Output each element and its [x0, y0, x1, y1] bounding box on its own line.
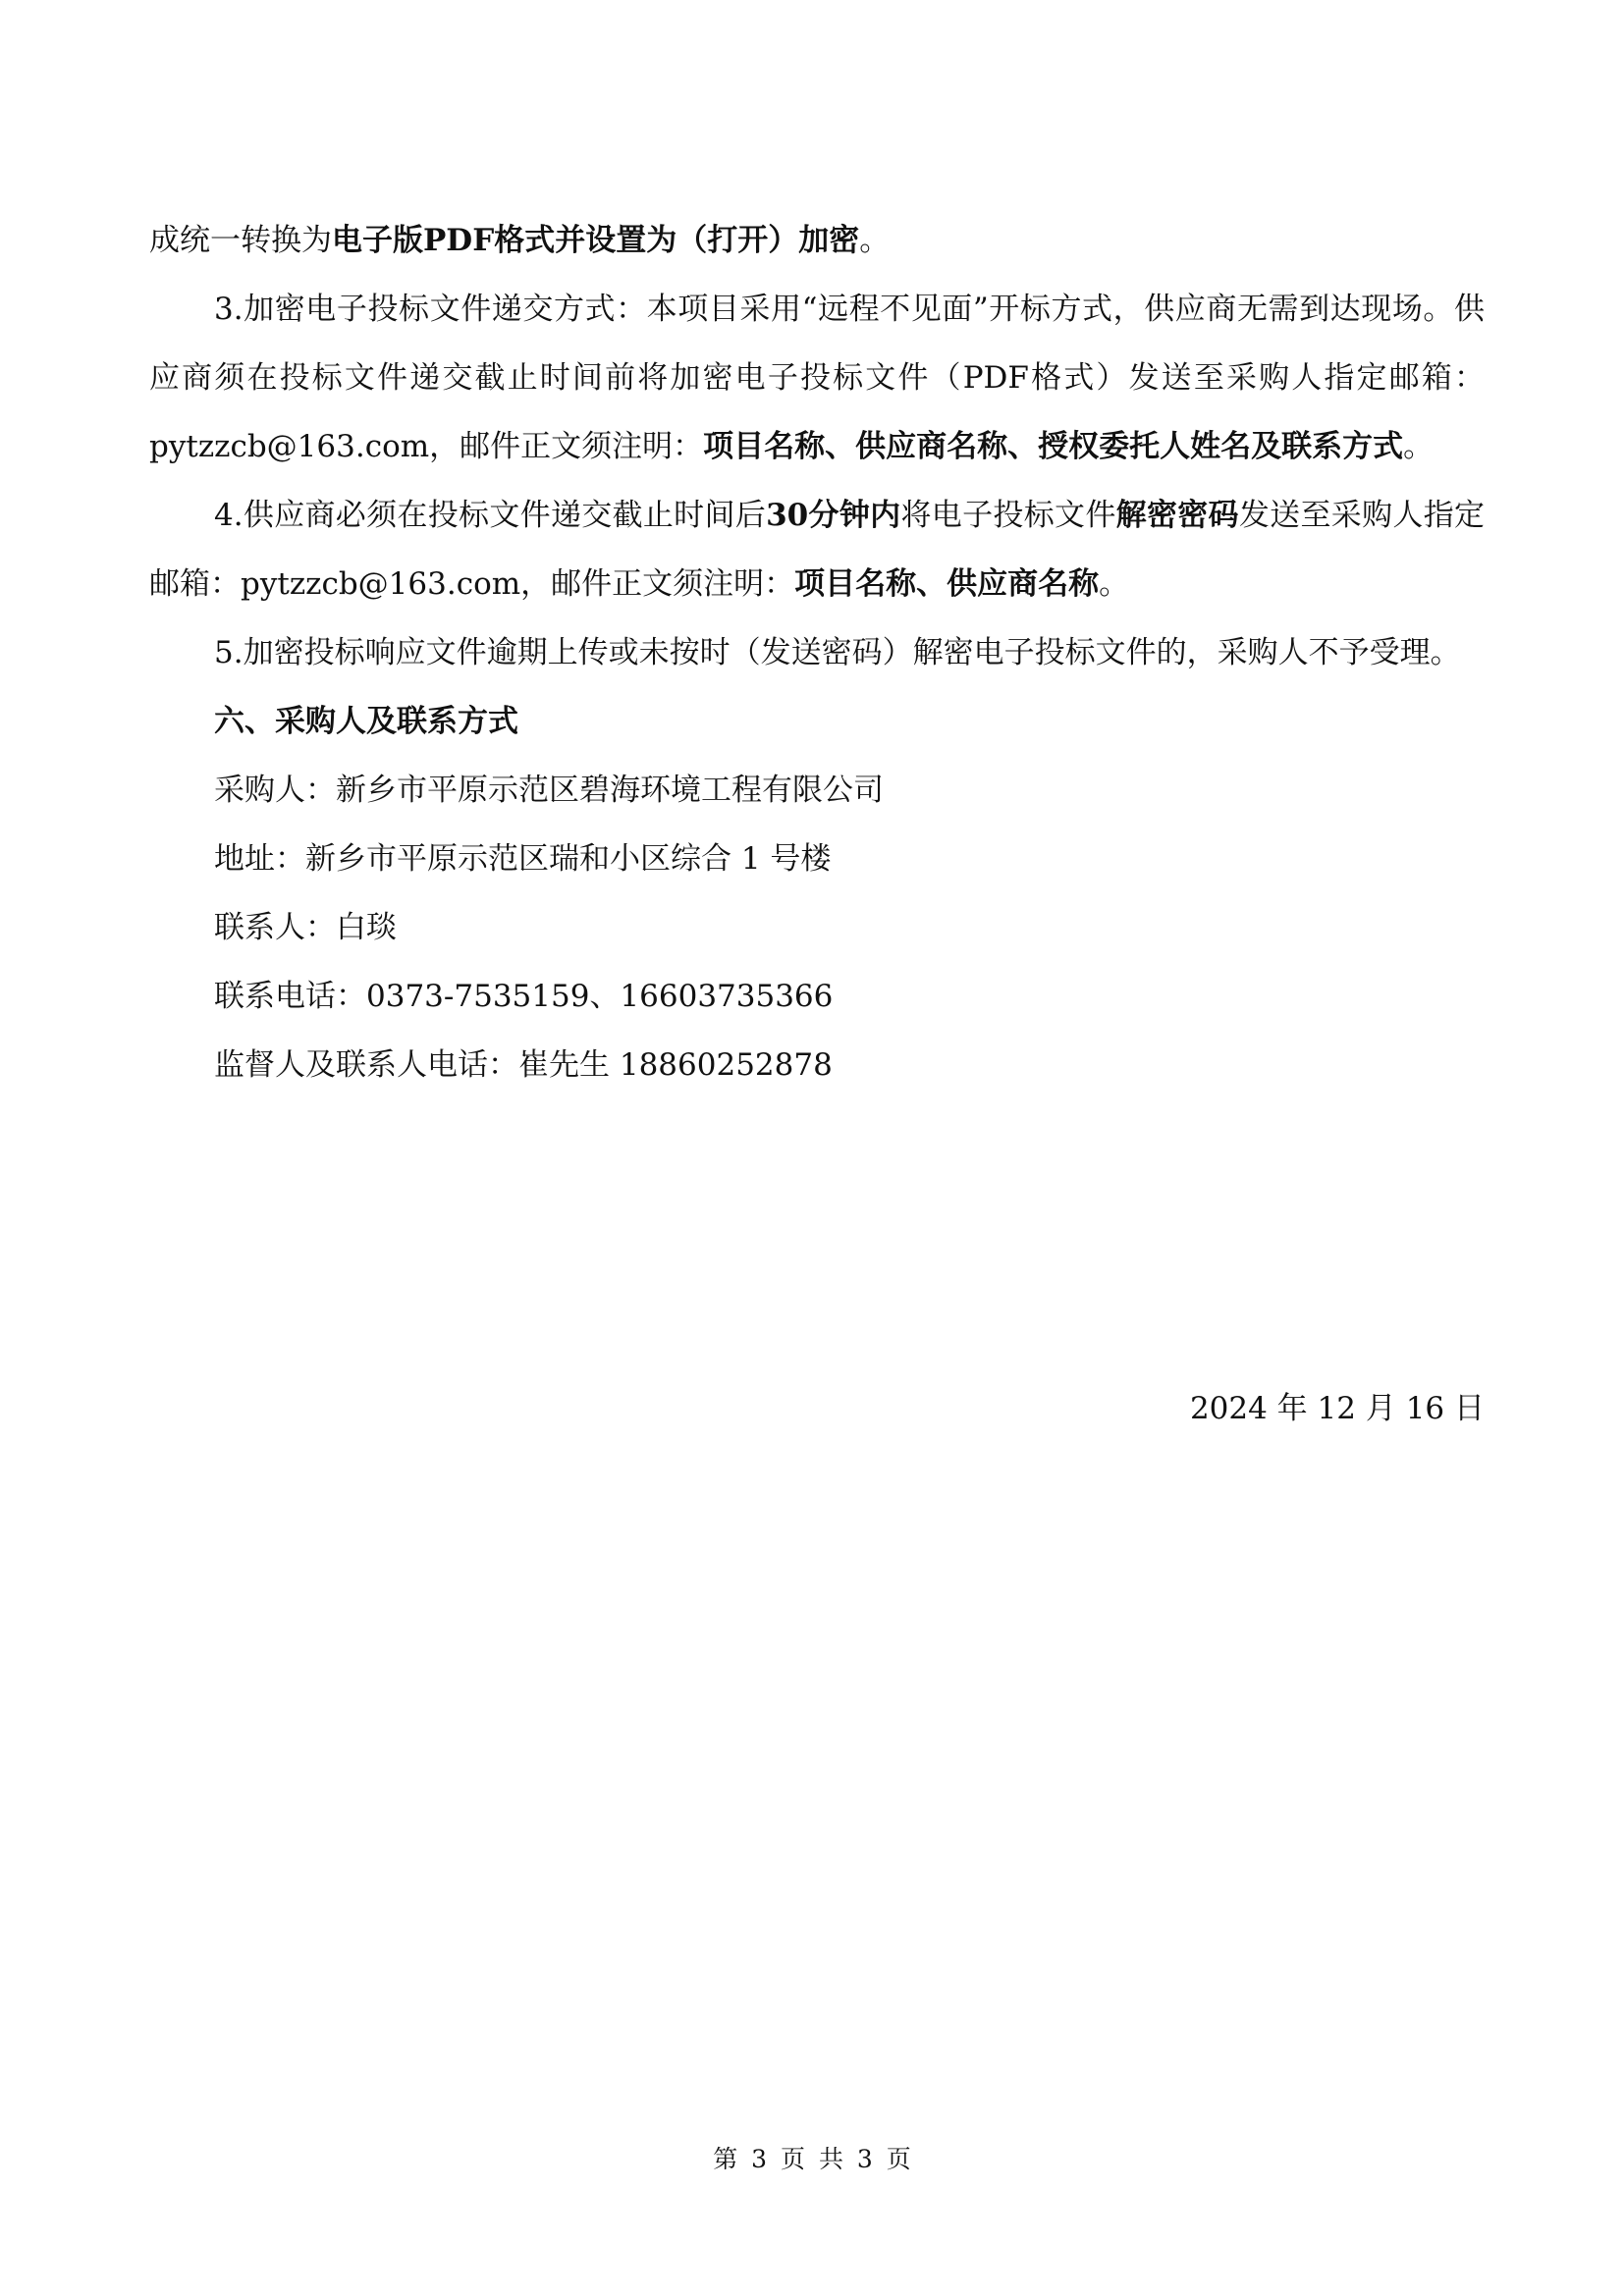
text-run: 发送至采购人指定邮箱：pytzzcb@163.com，邮件正文须注明：: [149, 498, 1486, 602]
text-run: 4.供应商必须在投标文件递交截止时间后: [214, 498, 767, 533]
phone-line: 联系电话：0373-7535159、16603735366: [214, 979, 834, 1014]
text-run: 。: [1099, 566, 1130, 602]
document-body: [149, 206, 1485, 1099]
text-run: 5.加密投标响应文件逾期上传或未按时（发送密码）解密电子投标文件的，采购人不予受理。: [214, 635, 1461, 670]
text-run: 将电子投标文件: [900, 498, 1116, 533]
purchaser-line: 采购人：新乡市平原示范区碧海环境工程有限公司: [214, 773, 884, 808]
text-run: 。: [1403, 429, 1435, 464]
text-run: 3.加密电子投标文件递交方式：本项目采用“远程不见面”开标方式，供应商无需到达现场。供应商须在投标文件递交截止时间前将加密电子投标文件（PDF格式）发送至采购人指定邮箱：pytzzcb@163.com，邮件正文须注明：: [149, 292, 1485, 464]
contact-person-line: 联系人：白琰: [214, 910, 397, 945]
paragraph-decryption-password: [149, 481, 1485, 618]
bold-text-run: 解密密码: [1115, 498, 1239, 533]
page-footer: 第 3 页 共 3 页: [713, 2145, 911, 2173]
paragraph-encryption-format: [149, 206, 1485, 275]
section-heading: 六、采购人及联系方式: [214, 704, 518, 739]
document-date: 2024 年 12 月 16 日: [1189, 1391, 1485, 1426]
bold-text-run: 30分钟内: [766, 498, 901, 533]
text-run: 。: [859, 223, 891, 258]
address-line: 地址：新乡市平原示范区瑞和小区综合 1 号楼: [214, 841, 832, 877]
bold-text-run: 电子版PDF格式并设置为（打开）加密: [332, 223, 860, 258]
bold-text-run: 项目名称、供应商名称: [794, 566, 1100, 602]
bold-text-run: 项目名称、供应商名称、授权委托人姓名及联系方式: [703, 429, 1404, 464]
paragraph-late-submission: [149, 618, 1485, 687]
text-run: 成统一转换为: [149, 223, 332, 258]
supervisor-line: 监督人及联系人电话：崔先生 18860252878: [214, 1047, 833, 1083]
paragraph-submission-method: [149, 275, 1485, 481]
